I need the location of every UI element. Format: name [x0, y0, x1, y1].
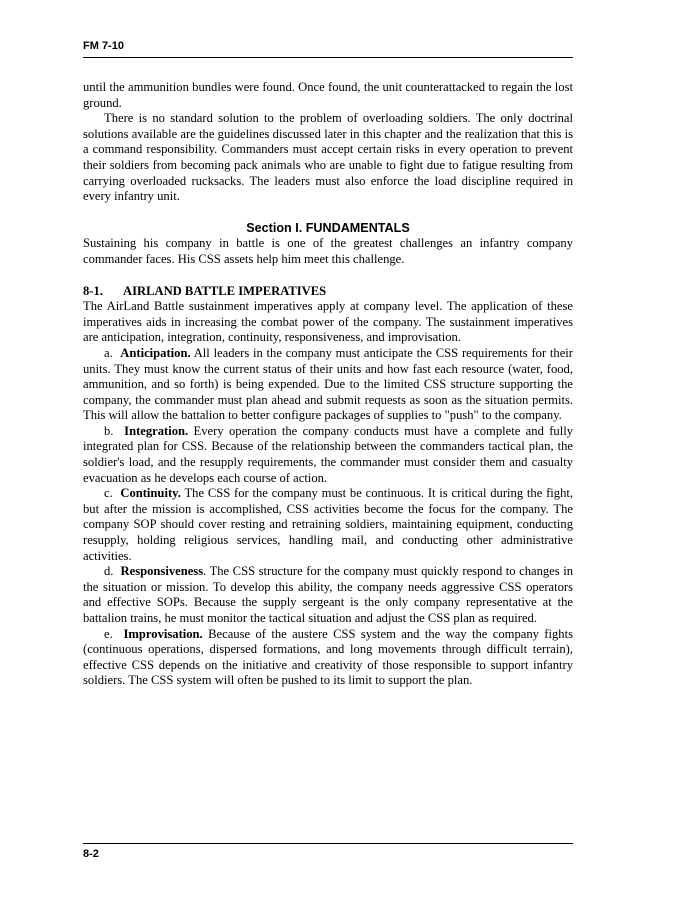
subparagraph-term: Responsiveness: [120, 564, 204, 579]
subparagraph-text: All leaders in the company must anticipate the CSS requirements for their units. They must know the current status of their units and how fast each resource (water, food, ammunition, and so forth) is being expended. Due to the limited CSS structure supporting the company, the commander must plan ahead and submit requests as soon as the situation permits. This will allow the battalion to better configure packages of supplies to "push" to the company.: [83, 345, 573, 423]
paragraph-number: 8-1.: [83, 283, 103, 298]
section-intro: Sustaining his company in battle is one of the greatest challenges an infantry company commander faces. His CSS assets help him meet this challenge.: [83, 236, 573, 266]
section-title: Section I. FUNDAMENTALS: [246, 220, 410, 235]
subparagraph-term: Anticipation.: [120, 345, 191, 360]
page-body: [83, 80, 573, 689]
subparagraph-letter: e.: [104, 626, 113, 641]
header-rule: [83, 57, 573, 58]
running-header: FM 7-10: [83, 40, 124, 52]
subparagraph-c: [83, 486, 573, 564]
subparagraph-text: Because of the austere CSS system and the way the company fights (continuous operations, dispersed formations, and long movements through difficult terrain), effective CSS depends on the initiative and creativity of those responsible to support infantry soldiers. The CSS system will often be pushed to its limit to support the plan.: [83, 626, 573, 688]
footer-rule: [83, 843, 573, 844]
paragraph-heading: [83, 284, 573, 300]
subparagraph-text: . The CSS structure for the company must quickly respond to changes in the situation or mission. To develop this ability, the company needs aggressive CSS operators and effective SOPs. Because the supply sergeant is the only company representative at the battalion trains, he must monitor the tactical situation and adjust the CSS plan as required.: [83, 564, 574, 625]
subparagraph-text: The CSS for the company must be continuous. It is critical during the fight, but after the mission is accomplished, CSS activities become the focus for the company. The company SOP should cover resting and retraining soldiers, maintaining equipment, conducting resupply, holding religious services, handling mail, and conducting other administrative activities.: [83, 486, 574, 563]
subparagraph-term: Integration.: [124, 423, 189, 438]
subparagraph-letter: b.: [104, 423, 114, 438]
subparagraph-letter: c.: [104, 486, 113, 501]
subparagraph-e: [83, 627, 573, 689]
subparagraph-text: Every operation the company conducts must have a complete and fully integrated plan for CSS. Because of the relationship between the commanders tactical plan, the soldier's load, and the resupply requirements, the commander must consider them and casualty evacuation as he develops each course of action.: [83, 423, 573, 485]
subparagraph-b: [83, 424, 573, 486]
subparagraph-letter: d.: [104, 564, 114, 579]
subparagraph-term: Continuity.: [120, 486, 181, 501]
subparagraph-letter: a.: [104, 345, 113, 360]
intro-paragraph-1: until the ammunition bundles were found. Once found, the unit counterattacked to regain the lost ground.: [83, 80, 573, 110]
subparagraph-a: [83, 346, 573, 424]
intro-paragraph-2: There is no standard solution to the problem of overloading soldiers. The only doctrinal solutions available are the guidelines discussed later in this chapter and the realization that this is a command responsibility. Commanders must accept certain risks in every operation to prevent their soldiers from becoming pack animals who are unable to fight due to fatigue resulting from carrying overloaded rucksacks. The leaders must also enforce the load discipline required in every infantry unit.: [83, 111, 573, 204]
paragraph-title: AIRLAND BATTLE IMPERATIVES: [123, 283, 327, 298]
page-number: 8-2: [83, 848, 99, 860]
subparagraph-d: [83, 564, 573, 626]
subparagraph-term: Improvisation.: [123, 626, 203, 641]
paragraph-text: The AirLand Battle sustainment imperatives apply at company level. The application of these imperatives aids in increasing the combat power of the company. The sustainment imperatives are anticipation, integration, continuity, responsiveness, and improvisation.: [83, 299, 573, 345]
